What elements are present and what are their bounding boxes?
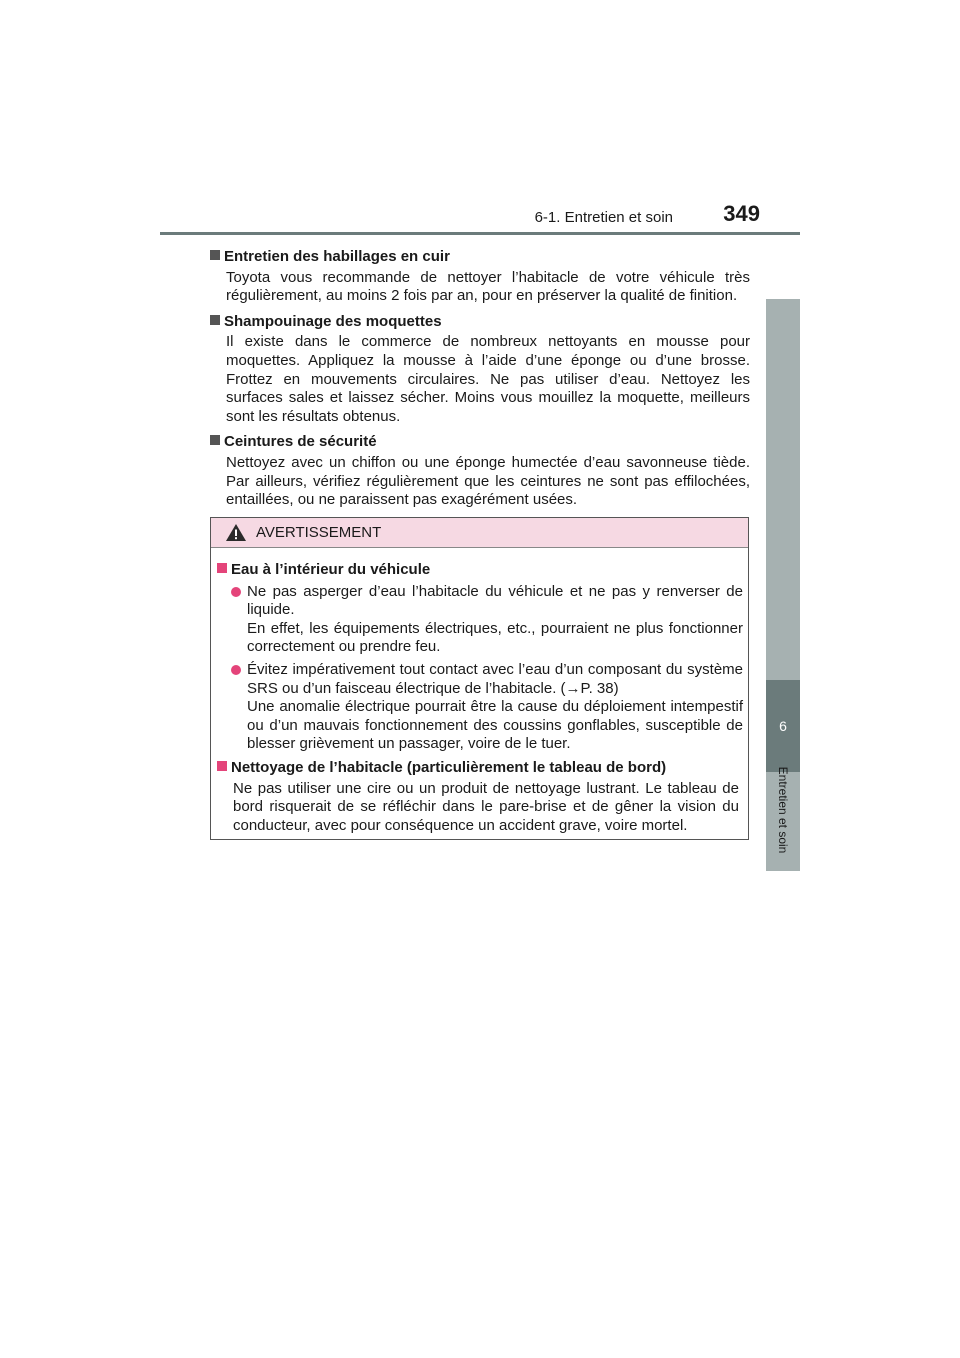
section-paragraph: Il existe dans le commerce de nombreux nettoyants en mousse pour moquettes. Appliquez la mousse à l’aide d’une éponge ou d’une brosse. Frottez en mouvements circulaires. Ne pas utiliser d’eau. Nettoyez les surfaces sales et laissez sécher. Moins vous mouillez la moquette, meilleurs sont les résultats obtenus. <box>226 333 750 425</box>
warning-paragraph: Ne pas utiliser une cire ou un produit de nettoyage lustrant. Le tableau de bord risquerait de se réfléchir dans le pare-brise et de gêner la vision du conducteur, avec pour conséquence un accident grave, voire mortel. <box>233 779 739 834</box>
warning-box <box>210 517 749 840</box>
header-rule <box>160 232 800 235</box>
main-content <box>210 248 750 510</box>
warning-heading: Eau à l’intérieur du véhicule <box>217 561 743 580</box>
warning-heading: Nettoyage de l’habitacle (particulièrement le tableau de bord) <box>217 759 743 778</box>
warning-body <box>211 548 748 835</box>
warning-bullet-item: Évitez impérativement tout contact avec l’eau d’un composant du système SRS ou d’un faisceau électrique de l’habitacle. (→P. 38) Une anomalie électrique pourrait être la cause du déploiement intempestif ou d’un mauvais fonctionnement des coussins gonflables, susceptible de blesser grièvement un passager, voire de le tuer. <box>217 661 743 754</box>
section-heading: Entretien des habillages en cuir <box>210 248 750 267</box>
chapter-number-tab: 6 <box>766 680 800 772</box>
warning-bullet-item: Ne pas asperger d’eau l’habitacle du véhicule et ne pas y renverser de liquide. En effet, les équipements électriques, etc., pourraient ne plus fonctionner correctement ou prendre feu. <box>217 583 743 657</box>
section-title: 6-1. Entretien et soin <box>534 209 673 226</box>
section-heading: Shampouinage des moquettes <box>210 313 750 332</box>
page-number: 349 <box>723 201 760 226</box>
square-bullet-icon <box>217 761 227 771</box>
square-bullet-icon <box>210 250 220 260</box>
warning-header <box>211 518 748 548</box>
round-bullet-icon <box>231 587 241 597</box>
square-bullet-icon <box>210 435 220 445</box>
square-bullet-icon <box>217 563 227 573</box>
warning-title: AVERTISSEMENT <box>256 524 382 541</box>
section-paragraph: Toyota vous recommande de nettoyer l’habitacle de votre véhicule très régulièrement, au moins 2 fois par an, pour en préserver la qualité de finition. <box>226 268 750 305</box>
section-paragraph: Nettoyez avec un chiffon ou une éponge humectée d’eau savonneuse tiède. Par ailleurs, vérifiez régulièrement que les ceintures ne sont pas effilochées, entaillées, ou ne paraissent pas exagérément usées. <box>226 453 750 509</box>
square-bullet-icon <box>210 315 220 325</box>
chapter-label: Entretien et soin <box>776 766 790 854</box>
round-bullet-icon <box>231 665 241 675</box>
warning-triangle-icon <box>225 523 247 542</box>
section-heading: Ceintures de sécurité <box>210 433 750 452</box>
